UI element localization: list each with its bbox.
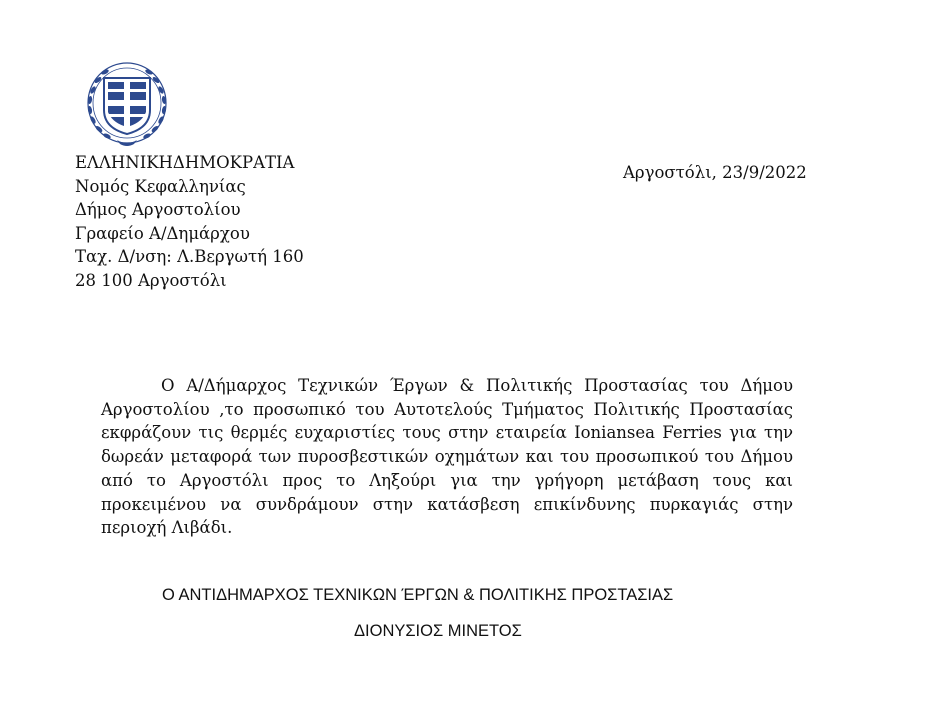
document-date: Αργοστόλι, 23/9/2022 — [623, 163, 807, 182]
sender-line: Νομός Κεφαλληνίας — [75, 176, 246, 196]
sender-line: Ταχ. Δ/νση: Λ.Βεργωτή 160 — [75, 247, 304, 267]
sender-line: ΕΛΛΗΝΙΚΗΔΗΜΟΚΡΑΤΙΑ — [75, 153, 295, 172]
sender-line: Γραφείο Α/Δημάρχου — [75, 223, 250, 243]
sender-line: 28 100 Αργοστόλι — [75, 270, 227, 290]
sender-line: Δήμος Αργοστολίου — [75, 200, 241, 220]
greek-coat-of-arms-icon — [84, 60, 170, 146]
signatory-title: Ο ΑΝΤΙΔΗΜΑΡΧΟΣ ΤΕΧΝΙΚΩΝ ΈΡΓΩΝ & ΠΟΛΙΤΙΚΗΣ ΠΡΟΣΤΑΣΙΑΣ — [162, 586, 674, 604]
sender-block — [75, 151, 304, 293]
letter-body: Ο Α/Δήμαρχος Τεχνικών Έργων & Πολιτικής Προστασίας του Δήμου Αργοστολίου ,το προσωπικό του Αυτοτελούς Τμήματος Πολιτικής Προστασίας εκφράζουν τις θερμές ευχαριστίες τους στην εταιρεία Ioniansea Ferries για την δωρεάν μεταφορά των πυροσβεστικών οχημάτων και του προσωπικού του Δήμου από το Αργοστόλι προς το Ληξούρι για την γρήγορη μετάβαση τους και προκειμένου να συνδράμουν στην κατάσβεση επικίνδυνης πυρκαγιάς στην περιοχή Λιβάδι. — [101, 376, 793, 538]
signatory-name: ΔΙΟΝΥΣΙΟΣ ΜΙΝΕΤΟΣ — [354, 622, 522, 640]
